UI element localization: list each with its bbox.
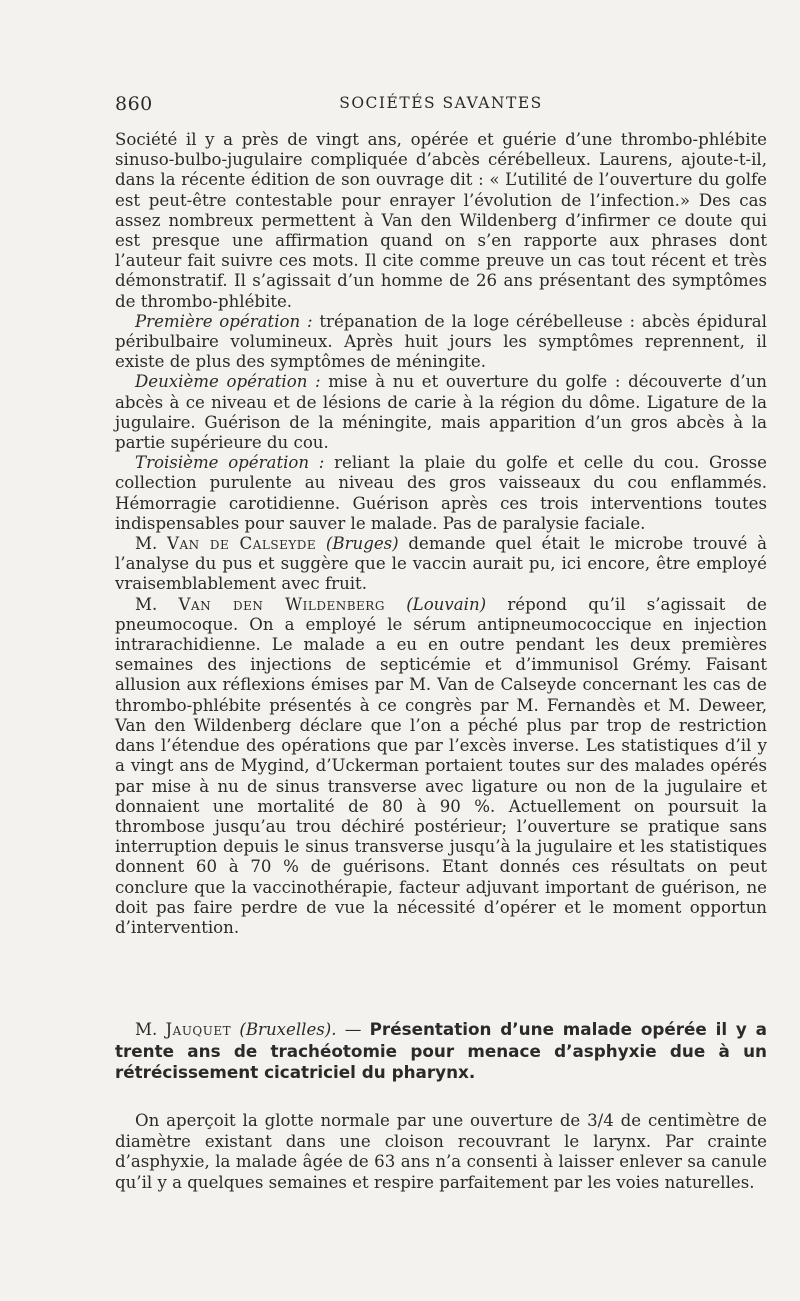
page-header (115, 93, 767, 117)
paragraph-text: mise à nu et ouverture du golfe : découverte d’un abcès à ce niveau et de lésions de carie à la région du dôme. Ligature de la jugulaire. Guérison de la méningite, mais apparition d’un gros abcès à la partie supérieure du cou. (115, 372, 767, 453)
presentation-title: Présentation d’une malade opérée il y a trente ans de trachéotomie pour menace d’asphyxie due à un rétrécissement cicatriciel du pharynx. (115, 1019, 767, 1082)
running-title: SOCIÉTÉS SAVANTES (339, 94, 543, 112)
article-body (115, 130, 767, 938)
operation-label: Deuxième opération : (135, 372, 321, 392)
presentation-body (115, 1111, 767, 1193)
speaker-city: (Bruxelles). (239, 1020, 337, 1039)
paragraph-second-operation (115, 372, 767, 453)
presentation-title-paragraph (115, 1019, 767, 1084)
speaker-name: Van den Wildenberg (178, 594, 385, 614)
speaker-prefix: M. (135, 1020, 166, 1039)
speaker-city: (Louvain) (406, 594, 487, 614)
paragraph-text: Société il y a près de vingt ans, opérée et guérie d’une thrombo-phlébite sinuso-bulbo-jugulaire compliquée d’abcès cérébelleux. Laurens, ajoute-t-il, dans la récente édition de son ouvrage dit : « L’utilité de l’ouverture du golfe est peut-être contestable pour enrayer l’évolution de l’infection.» Des cas assez nombreux permettent à Van den Wildenberg d’infirmer ce doute qui est presque une affirmation quand on s’en rapporte aux phrases dont l’auteur fait suivre ces mots. Il cite comme preuve un cas tout récent et très démonstratif. Il s’agissait d’un homme de 26 ans présentant des symptômes de thrombo-phlébite. (115, 130, 767, 311)
paragraph-calseyde (115, 534, 767, 595)
title-dash: — (336, 1020, 370, 1039)
speaker-city: (Bruges) (325, 534, 399, 554)
operation-label: Troisième opération : (135, 453, 325, 473)
presentation-paragraph (115, 1111, 767, 1193)
paragraph-third-operation (115, 453, 767, 534)
speaker-prefix: M. (135, 594, 179, 614)
speaker-prefix: M. (135, 534, 168, 554)
paragraph-intro (115, 130, 767, 312)
paragraph-wildenberg (115, 595, 767, 938)
paragraph-text: demande quel était le microbe trouvé à l’analyse du pus et suggère que le vaccin aurait pu, ici encore, être employé vraisemblablement avec fruit. (115, 534, 768, 594)
paragraph-text: reliant la plaie du golfe et celle du cou. Grosse collection purulente au niveau des gros vaisseaux du cou enflammés. Hémorragie carotidienne. Guérison après ces trois interventions toutes indispensables pour sauver le malade. Pas de paralysie faciale. (115, 453, 767, 533)
operation-label: Première opération : (135, 311, 313, 331)
paragraph-text: On aperçoit la glotte normale par une ouverture de 3/4 de centimètre de diamètre existant dans une cloison recouvrant le larynx. Par crainte d’asphyxie, la malade âgée de 63 ans n’a consenti à laisser enlever sa canule qu’il y a quelques semaines et respire parfaitement par les voies naturelles. (115, 1111, 767, 1192)
paragraph-text: répond qu’il s’agissait de pneumocoque. On a employé le sérum antipneumococcique en injection intrarachidienne. Le malade a eu en outre pendant les deux premières semaines des injections de septicémie et d’immunisol Grémy. Faisant allusion aux réflexions émises par M. Van de Calseyde concernant les cas de thrombo-phlébite présentés à ce congrès par M. Fernandès et M. Deweer, Van den Wildenberg déclare que l’on a péché plus par trop de restriction dans l’étendue des opérations que par l’excès inverse. Les statistiques d’il y a vingt ans de Mygind, d’Uckerman portaient toutes sur des malades opérés par mise à nu de sinus transverse avec ligature ou non de la jugulaire et donnaient une mortalité de 80 à 90 %. Actuellement on poursuit la thrombose jusqu’au trou déchiré postérieur; l’ouverture se pratique sans interruption depuis le sinus transverse jusqu’à la jugulaire et les statistiques donnent 60 à 70 % de guérisons. Etant donnés ces résultats on peut conclure que la vaccinothérapie, facteur adjuvant important de guérison, ne doit pas faire perdre de vue la nécessité d’opérer et le moment opportun d’intervention. (115, 594, 767, 937)
presentation-heading (115, 1019, 767, 1084)
paragraph-text: trépanation de la loge cérébelleuse : abcès épidural péribulbaire volumineux. Après huit jours les symptômes reprennent, il existe de plus des symptômes de méningite. (115, 311, 767, 372)
speaker-name: Jauquet (165, 1020, 232, 1039)
speaker-name: Van de Calseyde (167, 534, 317, 554)
paragraph-first-operation (115, 312, 767, 373)
page-number: 860 (115, 93, 153, 115)
